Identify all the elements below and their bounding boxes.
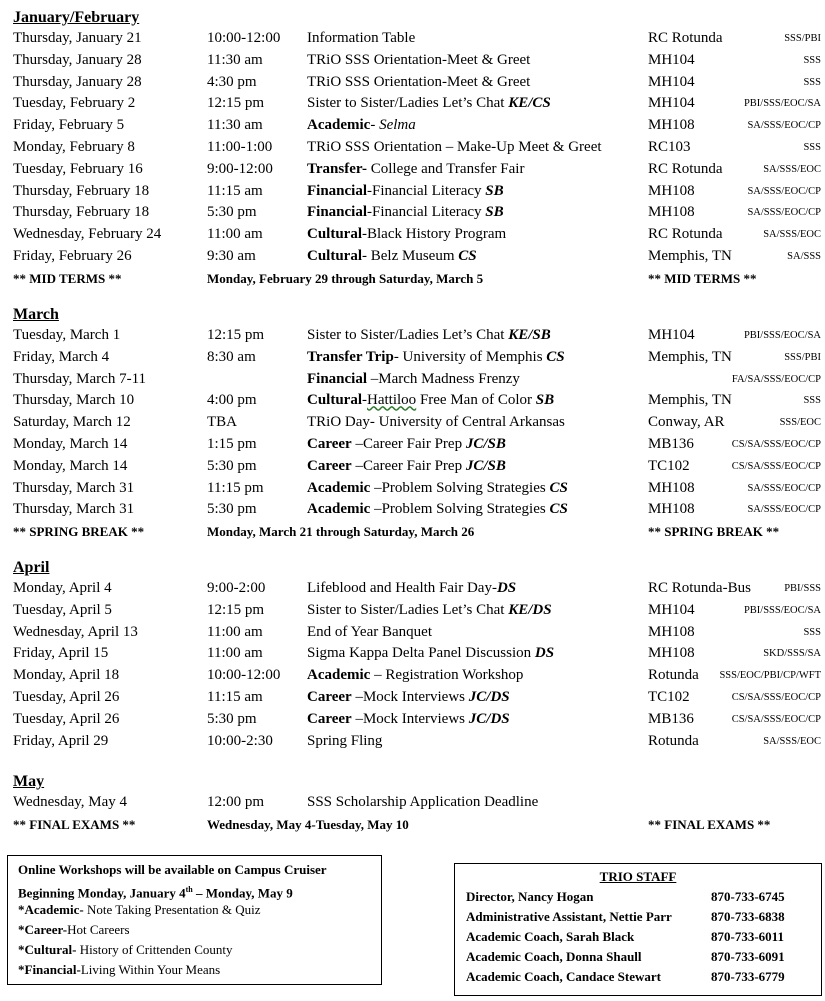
event-time: 5:30 pm (207, 204, 257, 221)
event-title-part: –Mock Interviews (351, 688, 469, 705)
event-location: Rotunda (648, 667, 699, 684)
event-title (307, 72, 530, 94)
online-workshops-dates (18, 880, 381, 900)
event-title-part: Sigma Kappa Delta Panel Discussion (307, 645, 535, 662)
event-program-codes: SSS/EOC/PBI/CP/WFT (719, 670, 821, 682)
event-program-codes: SSS/EOC (779, 417, 821, 429)
event-title (307, 50, 530, 72)
event-title-part: Sister to Sister/Ladies Let’s Chat (307, 601, 509, 618)
event-location: MH104 (648, 601, 695, 618)
event-program-codes: SSS (803, 141, 821, 153)
event-title-part: –Problem Solving Strategies (370, 479, 550, 496)
staff-row (455, 947, 821, 967)
event-title (307, 202, 504, 224)
event-program-codes: FA/SA/SSS/EOC/CP (731, 373, 821, 385)
event-date: Tuesday, February 2 (13, 95, 136, 112)
event-program-codes: CS/SA/SSS/EOC/CP (731, 438, 821, 450)
event-date: Monday, March 14 (13, 435, 128, 452)
event-time: 9:00-12:00 (207, 160, 273, 177)
event-title (307, 159, 524, 181)
event-title (307, 115, 416, 137)
event-title-part: Career (307, 688, 352, 705)
online-workshops-box (7, 855, 382, 985)
event-row (13, 687, 825, 709)
event-time: 11:15 am (207, 688, 263, 705)
event-title-part: CS (549, 501, 568, 518)
event-title-part: TRiO SSS Orientation-Meet & Greet (307, 51, 531, 68)
event-title (307, 687, 510, 709)
event-location: Memphis, TN (648, 392, 732, 409)
break-dates: Monday, March 21 through Saturday, March 26 (207, 524, 475, 540)
online-workshop-item (18, 920, 381, 940)
event-title-part: End of Year Banquet (307, 623, 432, 640)
event-title-part: KE/DS (508, 601, 552, 618)
event-row (13, 412, 825, 434)
event-program-codes: SA/SSS/EOC (763, 163, 821, 175)
event-title (307, 28, 415, 50)
event-program-codes: SKD/SSS/SA (763, 648, 821, 660)
event-location: RC Rotunda (648, 226, 723, 243)
event-title-part: Academic (307, 501, 371, 518)
event-title (307, 600, 552, 622)
event-title-part: Academic (307, 117, 371, 134)
event-title (307, 137, 602, 159)
event-date: Tuesday, April 5 (13, 601, 112, 618)
event-program-codes: SA/SSS/EOC/CP (747, 482, 821, 494)
event-title-part: JC/SB (465, 457, 506, 474)
event-time: 8:30 am (207, 348, 256, 365)
event-row (13, 622, 825, 644)
staff-phone: 870-733-6779 (711, 969, 785, 984)
event-title-part: SB (485, 182, 504, 199)
dates-start: Beginning Monday, January 4 (18, 885, 186, 901)
event-date: Monday, April 18 (13, 667, 120, 684)
event-location: MH108 (648, 204, 695, 221)
event-list (13, 325, 825, 521)
event-location: MH108 (648, 645, 695, 662)
event-date: Tuesday, March 1 (13, 327, 121, 343)
event-row (13, 792, 825, 814)
event-title-part: -Financial Literacy (367, 182, 486, 199)
event-location: Memphis, TN (648, 348, 732, 365)
event-title-part: -Financial Literacy (367, 204, 486, 221)
event-time: 11:30 am (207, 51, 263, 68)
event-title-part: Free Man of Color (416, 392, 536, 409)
event-time: 11:15 am (207, 182, 263, 199)
event-row (13, 578, 825, 600)
staff-name: Academic Coach, Sarah Black (466, 929, 635, 944)
workshop-category: *Cultural- (18, 942, 77, 957)
staff-name: Academic Coach, Donna Shaull (466, 949, 642, 964)
event-title-part: Hattiloo (367, 392, 417, 409)
event-title-part: Financial (307, 204, 368, 221)
event-title-part: Sister to Sister/Ladies Let’s Chat (307, 95, 509, 112)
event-title (307, 93, 551, 115)
workshop-title: Hot Careers (67, 922, 130, 937)
event-location: MB136 (648, 710, 694, 727)
staff-name: Academic Coach, Candace Stewart (466, 969, 661, 984)
event-location: Rotunda (648, 732, 699, 749)
event-title-part: – Registration Workshop (370, 667, 524, 684)
event-title-part: DS (496, 580, 517, 596)
event-location: RC Rotunda (648, 160, 723, 177)
event-time: 9:30 am (207, 247, 256, 264)
event-program-codes: PBI/SSS (784, 583, 821, 594)
event-program-codes: CS/SA/SSS/EOC/CP (731, 460, 821, 472)
break-label-left: ** SPRING BREAK ** (13, 524, 145, 540)
event-row (13, 325, 825, 347)
event-time: 12:00 pm (207, 794, 265, 810)
event-title-part: College and Transfer Fair (366, 160, 525, 177)
staff-name: Director, Nancy Hogan (466, 889, 594, 904)
event-title-part: TRiO SSS Orientation-Meet & Greet (307, 73, 531, 90)
section-title: January/February (13, 9, 140, 26)
section-may (13, 771, 825, 836)
event-title-part: - University of Memphis (393, 348, 547, 365)
event-title-part: –Problem Solving Strategies (370, 501, 550, 518)
break-dates: Monday, February 29 through Saturday, March 5 (207, 270, 484, 286)
event-program-codes: SA/SSS/EOC/CP (747, 207, 821, 219)
event-title-part: Financial (307, 370, 368, 387)
trio-staff-box (454, 863, 822, 996)
event-title (307, 456, 506, 478)
event-date: Thursday, March 31 (13, 479, 135, 496)
event-title-part: JC/DS (468, 688, 510, 705)
staff-box-title: TRIO STAFF (599, 869, 677, 884)
event-time: 10:00-12:00 (207, 30, 281, 46)
event-program-codes: SSS (803, 395, 821, 407)
event-row (13, 115, 825, 137)
event-time: 12:15 pm (207, 95, 265, 112)
staff-row (455, 967, 821, 987)
event-row (13, 478, 825, 500)
event-program-codes: SSS (803, 54, 821, 66)
event-title-part: - (362, 392, 368, 409)
event-date: Friday, March 4 (13, 348, 110, 365)
event-date: Thursday, March 31 (13, 501, 135, 518)
event-time: 11:30 am (207, 117, 263, 134)
event-program-codes: SA/SSS/EOC/CP (747, 504, 821, 516)
event-location: MH108 (648, 623, 695, 640)
event-title (307, 369, 520, 391)
staff-row (455, 887, 821, 907)
event-location: MH108 (648, 501, 695, 518)
event-time: 11:15 pm (207, 479, 264, 496)
ordinal-suffix: th (185, 885, 193, 894)
event-time: 5:30 pm (207, 457, 257, 474)
online-workshop-item (18, 900, 381, 920)
event-title (307, 390, 554, 412)
event-location: MH108 (648, 182, 695, 199)
event-title-part: Transfer Trip (307, 348, 394, 365)
event-program-codes: CS/SA/SSS/EOC/CP (731, 713, 821, 725)
event-row (13, 665, 825, 687)
event-location: RC Rotunda-Bus (648, 580, 751, 596)
event-title (307, 578, 516, 600)
event-location: MB136 (648, 435, 694, 452)
event-location: TC102 (648, 457, 690, 474)
event-date: Wednesday, February 24 (13, 226, 162, 243)
event-location: MH108 (648, 117, 695, 134)
event-time: 5:30 pm (207, 710, 257, 727)
online-workshop-item (18, 960, 381, 980)
online-workshops-heading: Online Workshops will be available on Campus Cruiser (18, 862, 327, 877)
event-location: TC102 (648, 688, 690, 705)
event-program-codes: SSS (803, 76, 821, 88)
event-time: 4:30 pm (207, 73, 257, 90)
event-row (13, 246, 825, 268)
event-title (307, 731, 382, 753)
event-title-part: Career (307, 457, 352, 474)
event-title (307, 246, 477, 268)
event-program-codes: SSS/PBI (784, 351, 821, 363)
event-date: Monday, April 4 (13, 580, 112, 596)
event-title (307, 412, 565, 434)
break-label-right: ** MID TERMS ** (648, 270, 757, 286)
section-title: April (13, 559, 50, 576)
event-title (307, 434, 506, 456)
break-dates: Wednesday, May 4-Tuesday, May 10 (207, 816, 409, 832)
event-time: 5:30 pm (207, 501, 257, 518)
event-list (13, 792, 825, 814)
staff-phone: 870-733-6091 (711, 949, 785, 964)
event-list (13, 28, 825, 268)
event-row (13, 93, 825, 115)
event-time: 10:00-12:00 (207, 667, 281, 684)
event-title-part: TRiO SSS Orientation – Make-Up Meet & Greet (307, 138, 602, 155)
event-date: Thursday, February 18 (13, 204, 150, 221)
event-program-codes: PBI/SSS/EOC/SA (743, 604, 821, 616)
event-title (307, 347, 565, 369)
event-date: Tuesday, February 16 (13, 160, 143, 177)
event-date: Tuesday, April 26 (13, 688, 120, 705)
event-row (13, 434, 825, 456)
staff-phone: 870-733-6011 (711, 929, 784, 944)
event-date: Friday, February 26 (13, 247, 132, 264)
event-title-part: - Belz Museum (362, 247, 459, 264)
event-title (307, 499, 568, 521)
event-title (307, 665, 523, 687)
event-title-part: Transfer- (307, 160, 367, 177)
event-title (307, 478, 568, 500)
event-location: MH108 (648, 479, 695, 496)
event-title-part: Cultural (307, 226, 363, 243)
event-time: 11:00 am (207, 623, 263, 640)
event-title-part: Career (307, 710, 352, 727)
event-title (307, 325, 551, 347)
workshop-title: Living Within Your Means (80, 962, 221, 977)
event-program-codes: SA/SSS/EOC (763, 735, 821, 747)
event-time: 11:00 am (207, 645, 263, 662)
event-row (13, 202, 825, 224)
event-location: MH104 (648, 95, 695, 112)
event-location: RC103 (648, 138, 691, 155)
event-row (13, 137, 825, 159)
event-row (13, 731, 825, 753)
event-title-part: Career (307, 435, 352, 452)
event-title (307, 643, 554, 665)
event-row (13, 499, 825, 521)
event-title (307, 709, 510, 731)
break-label-left: ** FINAL EXAMS ** (13, 816, 136, 832)
event-time: 11:00 am (207, 226, 263, 243)
section-april (13, 557, 825, 752)
event-date: Tuesday, April 26 (13, 710, 120, 727)
final-exams-notice (13, 814, 825, 836)
section-title: May (13, 773, 45, 790)
event-row (13, 643, 825, 665)
event-program-codes: SSS/PBI (784, 33, 821, 44)
event-title (307, 181, 504, 203)
staff-row (455, 927, 821, 947)
event-row (13, 600, 825, 622)
section-title: March (13, 306, 59, 323)
event-location: Conway, AR (648, 414, 725, 431)
workshop-title: Note Taking Presentation & Quiz (83, 902, 261, 917)
event-title (307, 792, 538, 814)
event-time: 1:15 pm (207, 435, 257, 452)
event-title-part: Academic (307, 479, 371, 496)
event-date: Thursday, February 18 (13, 182, 150, 199)
workshop-title: History of Crittenden County (76, 942, 233, 957)
event-title-part: Academic (307, 667, 371, 684)
event-title-part: KE/CS (508, 95, 551, 112)
event-title-part: Information Table (307, 30, 416, 46)
event-date: Monday, February 8 (13, 138, 135, 155)
event-time: 9:00-2:00 (207, 580, 266, 596)
event-time: TBA (207, 414, 237, 431)
event-program-codes: SA/SSS (787, 250, 821, 262)
event-title-part: JC/SB (465, 435, 506, 452)
event-row (13, 709, 825, 731)
online-workshop-item (18, 940, 381, 960)
event-row (13, 50, 825, 72)
event-location: RC Rotunda (648, 30, 723, 46)
event-row (13, 347, 825, 369)
event-title-part: Financial (307, 182, 368, 199)
event-title-part: –Career Fair Prep (351, 457, 466, 474)
event-title-part: Selma (379, 117, 416, 134)
spring-break-notice (13, 521, 825, 543)
event-date: Friday, April 15 (13, 645, 109, 662)
event-date: Monday, March 14 (13, 457, 128, 474)
event-title-part: CS (458, 247, 477, 264)
event-row (13, 181, 825, 203)
event-location: MH104 (648, 73, 695, 90)
event-time: 11:00-1:00 (207, 138, 273, 155)
event-title-part: Spring Fling (307, 732, 383, 749)
section-march (13, 304, 825, 543)
event-title (307, 224, 506, 246)
event-title-part: Cultural (307, 247, 363, 264)
event-title-part: –March Madness Frenzy (367, 370, 520, 387)
event-date: Friday, April 29 (13, 732, 109, 749)
event-time: 10:00-2:30 (207, 732, 273, 749)
event-title-part: - (370, 117, 380, 134)
event-location: MH104 (648, 51, 695, 68)
break-label-left: ** MID TERMS ** (13, 270, 122, 286)
dates-end: – Monday, May 9 (192, 885, 293, 901)
event-date: Thursday, March 10 (13, 392, 135, 409)
staff-name: Administrative Assistant, Nettie Parr (466, 909, 672, 924)
event-title-part: Sister to Sister/Ladies Let’s Chat (307, 327, 509, 343)
event-list (13, 578, 825, 752)
event-location: MH104 (648, 327, 695, 343)
event-row (13, 456, 825, 478)
event-program-codes: PBI/SSS/EOC/SA (743, 98, 821, 110)
event-title (307, 622, 432, 644)
workshop-category: *Academic- (18, 902, 84, 917)
event-time: 4:00 pm (207, 392, 257, 409)
event-row (13, 369, 825, 391)
event-row (13, 159, 825, 181)
event-date: Saturday, March 12 (13, 414, 131, 431)
event-location: Memphis, TN (648, 247, 732, 264)
event-date: Wednesday, May 4 (13, 794, 128, 810)
event-title-part: Cultural (307, 392, 363, 409)
mid-terms-notice (13, 268, 825, 290)
event-time: 12:15 pm (207, 327, 265, 343)
event-title-part: CS (546, 348, 565, 365)
event-title-part: Lifeblood and Health Fair Day- (307, 580, 497, 596)
event-title-part: JC/DS (468, 710, 510, 727)
event-program-codes: SSS (803, 626, 821, 638)
event-date: Thursday, March 7-11 (13, 370, 147, 387)
event-title-part: CS (549, 479, 568, 496)
break-label-right: ** FINAL EXAMS ** (648, 816, 771, 832)
event-title-part: -Black History Program (362, 226, 507, 243)
event-date: Wednesday, April 13 (13, 623, 138, 640)
event-date: Thursday, January 28 (13, 73, 142, 90)
event-row (13, 28, 825, 50)
staff-phone: 870-733-6838 (711, 909, 785, 924)
event-row (13, 72, 825, 94)
event-title-part: SSS Scholarship Application Deadline (307, 794, 539, 810)
event-row (13, 390, 825, 412)
event-program-codes: CS/SA/SSS/EOC/CP (731, 691, 821, 703)
event-title-part: KE/SB (508, 327, 551, 343)
event-title-part: –Career Fair Prep (351, 435, 466, 452)
event-time: 12:15 pm (207, 601, 265, 618)
event-program-codes: PBI/SSS/EOC/SA (743, 330, 821, 341)
event-date: Thursday, January 28 (13, 51, 142, 68)
event-title-part: –Mock Interviews (351, 710, 469, 727)
staff-row (455, 907, 821, 927)
event-title-part: SB (535, 392, 555, 409)
event-date: Friday, February 5 (13, 117, 125, 134)
event-date: Thursday, January 21 (13, 30, 142, 46)
event-title-part: SB (485, 204, 504, 221)
event-program-codes: SA/SSS/EOC (763, 229, 821, 241)
event-title-part: DS (534, 645, 555, 662)
staff-phone: 870-733-6745 (711, 889, 785, 904)
break-label-right: ** SPRING BREAK ** (648, 524, 780, 540)
event-title-part: TRiO Day- University of Central Arkansas (307, 414, 565, 431)
event-program-codes: SA/SSS/EOC/CP (747, 185, 821, 197)
workshop-category: *Career- (18, 922, 68, 937)
section-january-february (13, 7, 825, 290)
workshop-category: *Financial- (18, 962, 81, 977)
event-row (13, 224, 825, 246)
event-program-codes: SA/SSS/EOC/CP (747, 120, 821, 132)
